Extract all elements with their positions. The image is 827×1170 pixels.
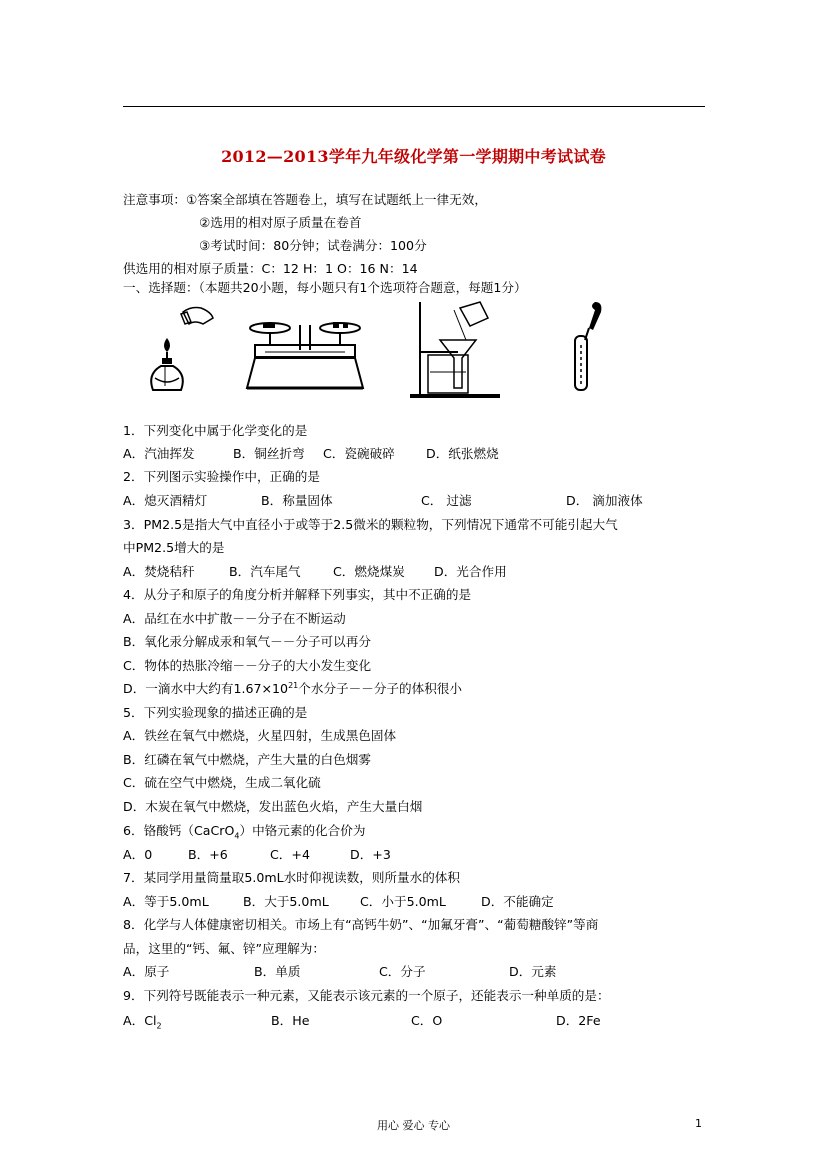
q5-option-c: C．硫在空气中燃烧，生成二氧化硫 — [123, 775, 321, 790]
q9-option-d: D．2Fe — [556, 1013, 601, 1028]
q7-option-a: A．等于5.0mL — [123, 894, 209, 909]
q5-stem: 5．下列实验现象的描述正确的是 — [123, 705, 308, 720]
page-footer: 用心 爱心 专心 — [377, 1119, 450, 1132]
q3-options — [123, 564, 507, 580]
alcohol-lamp-figure — [145, 300, 215, 395]
note-1: 注意事项：①答案全部填在答题卷上，填写在试题纸上一律无效， — [123, 192, 487, 207]
q9-stem: 9．下列符号既能表示一种元素，又能表示该元素的一个原子，还能表示一种单质的是： — [123, 988, 610, 1003]
experiment-figures — [140, 300, 640, 410]
q7-option-d: D．不能确定 — [481, 894, 554, 909]
q9-subscript: 2 — [156, 1021, 162, 1031]
q8-option-b: B．单质 — [254, 964, 301, 979]
q2-stem: 2．下列图示实验操作中，正确的是 — [123, 469, 320, 484]
q3-option-a: A．焚烧秸秆 — [123, 564, 195, 579]
q6-subscript: 4 — [234, 831, 240, 841]
q4-option-d-tail: 个水分子－－分子的体积很小 — [298, 681, 462, 696]
q9-option-a — [123, 1013, 271, 1029]
atomic-masses: 供选用的相对原子质量：C：12 H：1 O：16 N：14 — [123, 261, 418, 276]
q2-option-d: D． 滴加液体 — [566, 493, 643, 508]
q9-option-c: C．O — [411, 1013, 443, 1028]
q4-option-d-text: D．一滴水中大约有1.67×10 — [123, 681, 289, 696]
page-number: 1 — [695, 1117, 702, 1130]
q1-option-a: A．汽油挥发 — [123, 446, 195, 461]
q4-option-c: C．物体的热胀冷缩－－分子的大小发生变化 — [123, 658, 372, 673]
q2-options — [123, 493, 643, 509]
q9-options — [123, 1013, 601, 1029]
header-rule — [123, 106, 705, 107]
exam-title: 2012—2013学年九年级化学第一学期期中考试试卷 — [221, 147, 606, 166]
note-3: ③考试时间：80分钟；试卷满分：100分 — [199, 238, 427, 253]
q4-option-b: B．氧化汞分解成汞和氧气－－分子可以再分 — [123, 634, 371, 649]
q7-stem: 7．某同学用量筒量取5.0mL水时仰视读数，则所量水的体积 — [123, 870, 460, 885]
q1-stem: 1．下列变化中属于化学变化的是 — [123, 423, 308, 438]
q6-option-b: B．+6 — [188, 847, 228, 862]
q3-option-b: B．汽车尾气 — [229, 564, 301, 579]
q7-option-c: C．小于5.0mL — [360, 894, 446, 909]
q6-option-d: D．+3 — [350, 847, 391, 862]
q6-option-c: C．+4 — [270, 847, 310, 862]
q3-stem-line1: 3．PM2.5是指大气中直径小于或等于2.5微米的颗粒物，下列情况下通常不可能引起大气 — [123, 517, 618, 532]
q8-option-c: C．分子 — [379, 964, 426, 979]
section-heading: 一、选择题：（本题共20小题，每小题只有1个选项符合题意，每题1分） — [123, 280, 527, 295]
q6-options — [123, 847, 391, 863]
q8-options — [123, 964, 556, 980]
q4-exponent: 21 — [288, 680, 299, 690]
q3-stem-line2: 中PM2.5增大的是 — [123, 540, 225, 555]
q6-stem-text: 6．铬酸钙（CaCrO — [123, 823, 235, 838]
q1-options — [123, 446, 499, 462]
q7-option-b: B．大于5.0mL — [243, 894, 329, 909]
q9-option-a-text: A．Cl — [123, 1013, 157, 1028]
q5-option-b: B．红磷在氧气中燃烧，产生大量的白色烟雾 — [123, 752, 371, 767]
q8-stem-line1: 8．化学与人体健康密切相关。市场上有“高钙牛奶”、“加氟牙膏”、“葡萄糖酸锌”等商 — [123, 917, 599, 932]
q4-option-d — [123, 681, 462, 697]
q5-option-d: D．木炭在氧气中燃烧，发出蓝色火焰，产生大量白烟 — [123, 799, 423, 814]
q1-option-b: B．铜丝折弯 — [233, 446, 305, 461]
q4-stem: 4．从分子和原子的角度分析并解释下列事实，其中不正确的是 — [123, 587, 472, 602]
q2-option-b: B．称量固体 — [261, 493, 333, 508]
q6-option-a: A．0 — [123, 847, 153, 862]
q8-option-d: D．元素 — [509, 964, 557, 979]
q2-option-a: A．熄灭酒精灯 — [123, 493, 208, 508]
q4-option-a: A．品红在水中扩散－－分子在不断运动 — [123, 611, 346, 626]
q3-option-d: D．光合作用 — [434, 564, 507, 579]
q8-option-a: A．原子 — [123, 964, 170, 979]
q7-options — [123, 894, 554, 910]
q6-stem-tail: ）中铬元素的化合价为 — [239, 823, 366, 838]
q5-option-a: A．铁丝在氧气中燃烧，火星四射，生成黑色固体 — [123, 728, 397, 743]
q8-stem-line2: 品，这里的“钙、氟、锌”应理解为： — [123, 941, 325, 956]
q1-option-d: D．纸张燃烧 — [426, 446, 499, 461]
q2-option-c: C． 过滤 — [421, 493, 472, 508]
note-2: ②选用的相对原子质量在卷首 — [199, 215, 362, 230]
q1-option-c: C．瓷碗破碎 — [323, 446, 395, 461]
q9-option-b: B．He — [271, 1013, 310, 1028]
q6-stem — [123, 823, 365, 839]
balance-figure — [245, 300, 365, 395]
dropper-figure — [565, 300, 615, 395]
filtration-figure — [410, 300, 505, 400]
q3-option-c: C．燃烧煤炭 — [333, 564, 405, 579]
